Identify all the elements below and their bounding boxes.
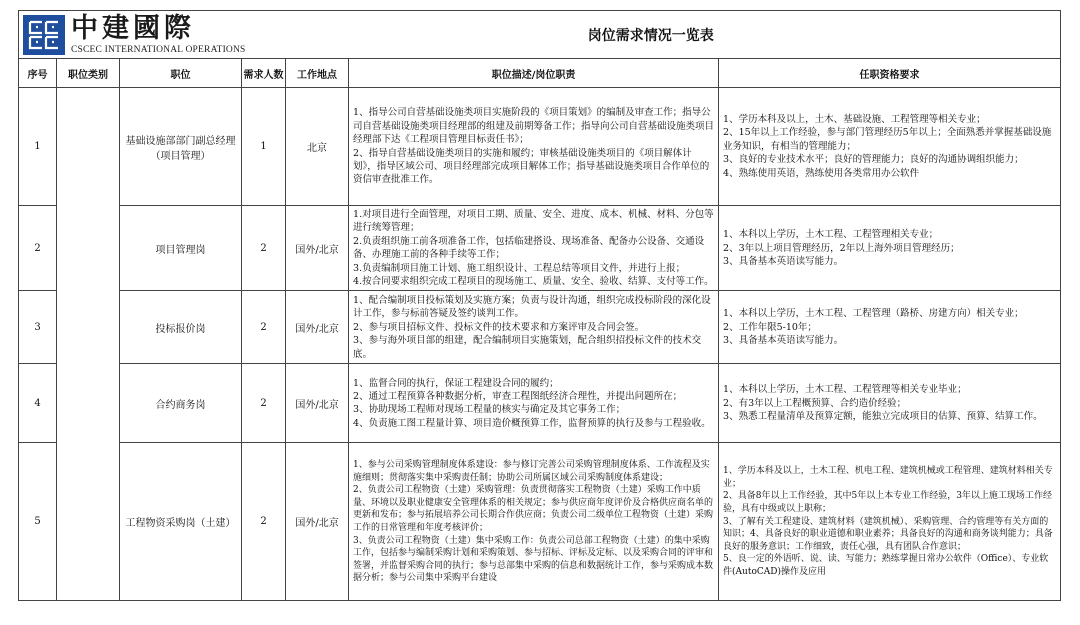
requirement-line: 2、具备8年以上工作经验，其中5年以上本专业工作经验，3年以上施工现场工作经验，具有中级或以上职称； (723, 491, 1052, 515)
logo-chinese-name: 中建國際 (71, 13, 195, 44)
requirement-line: 3、具备基本英语读写能力。 (723, 335, 844, 347)
job-requirements (719, 364, 1061, 443)
table-row (19, 364, 1061, 443)
description-line: 4.按合同要求组织完成工程项目的现场施工、质量、安全、验收、结算、支付等工作。 (353, 276, 714, 288)
column-header-category: 职位类别 (57, 59, 120, 88)
job-requirements-table (18, 10, 1061, 601)
description-line: 3.负责编制项目施工计划、施工组织设计、工程总结等项目文件，并进行上报； (353, 262, 686, 274)
table-row (19, 443, 1061, 601)
job-description (349, 291, 719, 364)
headcount: 2 (242, 206, 286, 291)
work-location: 北京 (286, 88, 349, 206)
table-row (19, 88, 1061, 206)
job-description (349, 88, 719, 206)
requirement-line: 1、学历本科及以上，土木工程、机电工程、建筑机械或工程管理、建筑材料相关专业； (723, 466, 1053, 489)
description-line: 2、负责公司工程物资（土建）采购管理：负责贯彻落实工程物资（土建）采购工作中质量、环境以及职业健康安全管理体系的相关规定；参与供应商年度评价及合格供应商名单的更新和发布；参与拓展培养公司长期合作供应商；负责公司二级单位工程物资（土建）采购工作的日常管理和年度考核评价； (353, 485, 714, 533)
headcount: 2 (242, 443, 286, 601)
position-name: 项目管理岗 (120, 206, 242, 291)
requirement-line: 2、工作年限5-10年； (723, 321, 817, 333)
description-line: 1、配合编制项目投标策划及实施方案；负责与设计沟通，组织完成投标阶段的深化设计工作，参与标前答疑及签约谈判工作。 (353, 294, 711, 320)
description-line: 2.负责组织施工前各项准备工作，包括临建搭设、现场准备、配备办公设备、交通设备、办理施工前的各种手续等工作； (353, 235, 705, 261)
requirement-line: 3、熟悉工程量清单及预算定额，能独立完成项目的估算、预算、结算工作。 (723, 411, 1043, 423)
position-name: 工程物资采购岗（土建） (120, 443, 242, 601)
description-line: 3、协助现场工程师对现场工程量的核实与确定及其它事务工作； (353, 404, 626, 416)
requirement-line: 4、熟练使用英语，熟练使用各类常用办公软件 (723, 167, 920, 179)
requirement-line: 1、本科以上学历，土木工程、工程管理相关专业； (723, 229, 939, 241)
requirement-line: 3、具备基本英语读写能力。 (723, 255, 844, 267)
job-requirements (719, 291, 1061, 364)
cscec-logo-icon (23, 15, 65, 55)
work-location: 国外/北京 (286, 291, 349, 364)
description-line: 2、指导自营基础设施类项目的实施和履约；审核基础设施类项目的《项目解体计划》，指导区域公司、项目经理部完成项目解体工作；指导基础设施类项目合作单位的资信审查批准工作。 (353, 147, 710, 186)
headcount: 2 (242, 364, 286, 443)
job-description (349, 364, 719, 443)
header-row (19, 11, 1061, 59)
work-location: 国外/北京 (286, 206, 349, 291)
requirement-line: 3、良好的专业技术水平；良好的管理能力；良好的沟通协调组织能力； (723, 154, 1024, 166)
job-description (349, 443, 719, 601)
description-line: 3、负责公司工程物资（土建）集中采购工作：负责公司总部工程物资（土建）的集中采购工作，包括参与编制采购计划和采购策划、参与招标、评标及定标、以及采购合同的评审和签署，并监督采购合同的执行；参与总部集中采购的信息和数据统计工作，参与采购成本数据分析；参与公司集中采购平台建设 (353, 535, 714, 584)
requirement-line: 1、学历本科及以上，土木、基础设施、工程管理等相关专业； (723, 113, 986, 125)
row-number: 3 (19, 291, 57, 364)
column-header-description: 职位描述/岗位职责 (349, 59, 719, 88)
column-header-requirements: 任职资格要求 (719, 59, 1061, 88)
row-number: 1 (19, 88, 57, 206)
column-header-position: 职位 (120, 59, 242, 88)
requirement-line: 2、15年以上工作经验，参与部门管理经历5年以上；全面熟悉并掌握基础设施业务知识，有相当的管理能力； (723, 127, 1052, 152)
description-line: 4、负责施工图工程量计算、项目造价概预算工作，监督预算的执行及参与工程验收。 (353, 417, 711, 429)
work-location: 国外/北京 (286, 364, 349, 443)
requirement-line: 2、3年以上项目管理经历，2年以上海外项目管理经历； (723, 242, 960, 254)
description-line: 2、通过工程预算各种数据分析，审查工程图纸经济合理性，并提出问题所在； (353, 391, 683, 403)
job-requirements (719, 206, 1061, 291)
table-row (19, 291, 1061, 364)
column-header-no: 序号 (19, 59, 57, 88)
headcount: 1 (242, 88, 286, 206)
description-line: 1、参与公司采购管理制度体系建设：参与修订完善公司采购管理制度体系、工作流程及实施细则；贯彻落实集中采购责任制；协助公司所属区域公司采购制度体系建设； (353, 459, 710, 483)
row-number: 4 (19, 364, 57, 443)
logo-english-name: CSCEC INTERNATIONAL OPERATIONS (71, 45, 246, 55)
position-name: 合约商务岗 (120, 364, 242, 443)
work-location: 国外/北京 (286, 443, 349, 601)
column-header-headcount: 需求人数 (242, 59, 286, 88)
description-line: 1、监督合同的执行，保证工程建设合同的履约； (353, 377, 559, 389)
headcount: 2 (242, 291, 286, 364)
logo-cell (19, 11, 246, 59)
description-line: 2、参与项目招标文件、投标文件的技术要求和方案评审及合同会签。 (353, 321, 645, 333)
description-line: 3、参与海外项目部的组建，配合编制项目实施策划，配合组织招投标文件的技术交底。 (353, 335, 702, 360)
requirement-line: 1、本科以上学历，土木工程、工程管理等相关专业毕业； (723, 384, 967, 396)
position-name: 基础设施部部门副总经理（项目管理） (120, 88, 242, 206)
job-requirements-document (18, 10, 1060, 601)
column-header-row (19, 59, 1061, 88)
job-requirements (719, 88, 1061, 206)
requirement-line: 5、良一定的外语听、说、读、写能力；熟练掌握日常办公软件（Office）、专业软件(AutoCAD)操作及应用 (723, 554, 1049, 578)
category-cell (57, 88, 120, 601)
job-requirements (719, 443, 1061, 601)
requirement-line: 2、有3年以上工程概预算、合约造价经验； (723, 397, 907, 409)
description-line: 1.对项目进行全面管理，对项目工期、质量、安全、进度、成本、机械、材料、分包等进行统筹管理； (353, 209, 714, 234)
job-description (349, 206, 719, 291)
requirement-line: 3、了解有关工程建设、建筑材料（建筑机械）、采购管理、合约管理等有关方面的知识；4、具备良好的职业道德和职业素养；具备良好的沟通和商务谈判能力；具备良好的服务意识；工作细致，责任心强，具有团队合作意识； (723, 516, 1053, 552)
table-row (19, 206, 1061, 291)
row-number: 5 (19, 443, 57, 601)
logo (19, 11, 246, 58)
row-number: 2 (19, 206, 57, 291)
document-title: 岗位需求情况一览表 (242, 11, 1061, 59)
position-name: 投标报价岗 (120, 291, 242, 364)
requirement-line: 1、本科以上学历，土木工程、工程管理（路桥、房建方向）相关专业； (723, 308, 1024, 320)
description-line: 1、指导公司自营基础设施类项目实施阶段的《项目策划》的编制及审查工作；指导公司自营基础设施类项目经理部的组建及前期筹备工作；指导向公司自营基础设施类项目经理部下达《工程项目管理目标责任书》； (353, 107, 715, 146)
column-header-location: 工作地点 (286, 59, 349, 88)
